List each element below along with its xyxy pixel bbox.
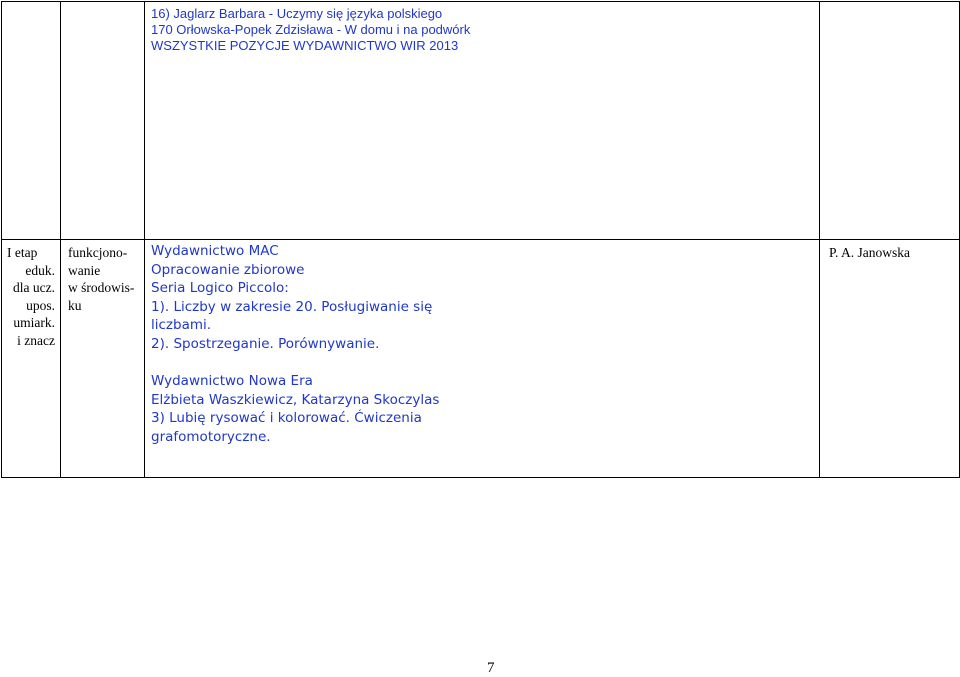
stage-line: eduk. — [25, 262, 55, 278]
top-empty-cell-3 — [820, 2, 960, 240]
function-line: wanie — [68, 262, 101, 278]
stage-line: upos. — [26, 297, 55, 313]
top-publications-cell — [145, 2, 820, 240]
top-line-1: 16) Jaglarz Barbara - Uczymy się języka polskiego — [151, 6, 443, 21]
top-empty-cell-1 — [2, 2, 61, 240]
mac-line: liczbami. — [151, 317, 212, 333]
stage-line: I etap — [7, 245, 38, 260]
top-line-3: WSZYSTKIE POZYCJE WYDAWNICTWO WIR 2013 — [151, 38, 459, 53]
author-name: P. A. Janowska — [829, 245, 911, 260]
mac-line: Wydawnictwo MAC — [151, 243, 279, 259]
function-line: funkcjono- — [68, 245, 128, 260]
block-spacer — [151, 353, 819, 372]
table-row-top — [2, 2, 960, 240]
document-table — [1, 1, 960, 478]
stage-line: dla ucz. — [13, 280, 55, 295]
nowa-era-line: grafomotoryczne. — [151, 428, 271, 445]
function-cell — [61, 240, 145, 478]
author-cell — [820, 240, 960, 478]
nowa-era-line: Wydawnictwo Nowa Era — [151, 373, 313, 389]
mac-line: Opracowanie zbiorowe — [151, 261, 305, 278]
nowa-era-line: Elżbieta Waszkiewicz, Katarzyna Skoczylas — [151, 391, 440, 408]
mac-line: 1). Liczby w zakresie 20. Posługiwanie się — [151, 298, 433, 315]
mac-block — [151, 242, 819, 353]
function-line: w środowis- — [68, 280, 135, 295]
nowa-era-block — [151, 372, 819, 446]
stage-line: i znacz — [17, 332, 55, 348]
nowa-era-line: 3) Lubię rysować i kolorować. Ćwiczenia — [151, 410, 422, 426]
page-number: 7 — [487, 660, 495, 676]
mac-line: 2). Spostrzeganie. Porównywanie. — [151, 335, 380, 352]
stage-cell — [2, 240, 61, 478]
top-line-2: 170 Orłowska-Popek Zdzisława - W domu i na podwórk — [151, 22, 471, 37]
mac-line: Seria Logico Piccolo: — [151, 280, 289, 296]
top-empty-cell-2 — [61, 2, 145, 240]
table-row-main — [2, 240, 960, 478]
materials-cell — [145, 240, 820, 478]
function-line: ku — [68, 297, 82, 313]
stage-line: umiark. — [13, 315, 55, 330]
